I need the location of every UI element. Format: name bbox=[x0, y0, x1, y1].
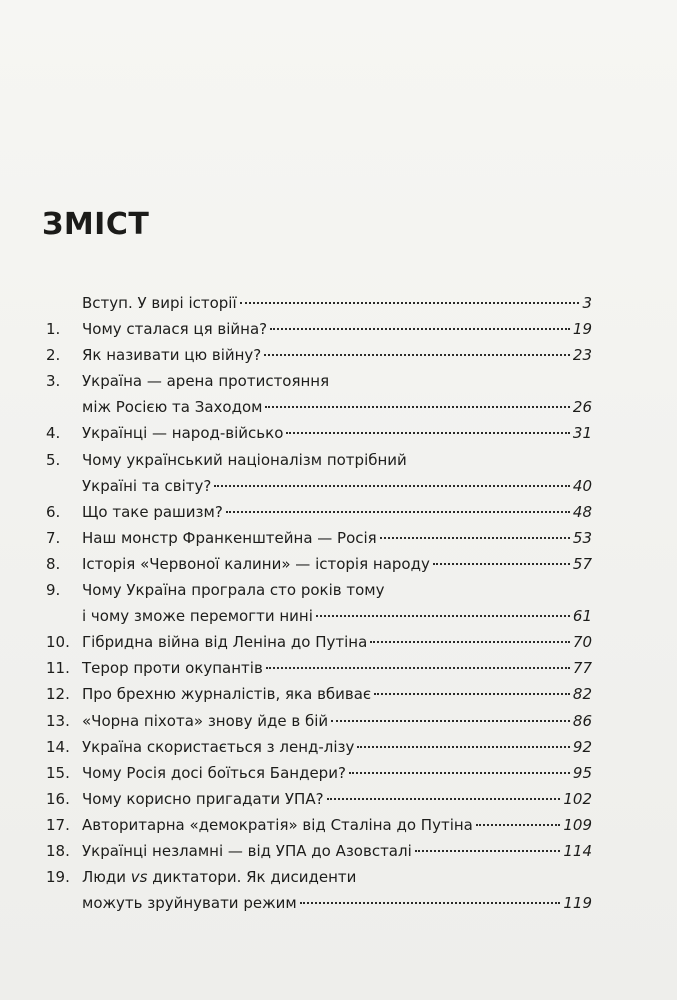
toc-entry-number: 6. bbox=[46, 502, 61, 521]
toc-page-number: 102 bbox=[563, 789, 592, 808]
toc-entry-title: Україні та світу? bbox=[82, 476, 212, 495]
toc-entry bbox=[46, 838, 592, 864]
toc-entry-title: Українці незламні — від УПА до Азовсталі bbox=[82, 841, 412, 860]
toc-entry-title: Що таке рашизм? bbox=[82, 502, 223, 521]
dot-leader bbox=[316, 615, 570, 617]
toc-page-number: 95 bbox=[572, 763, 592, 782]
toc-entry-title: Чому корисно пригадати УПА? bbox=[82, 789, 324, 808]
toc-page-number: 26 bbox=[572, 398, 592, 417]
toc-entry-title: Чому сталася ця війна? bbox=[82, 320, 268, 339]
toc-page-number: 82 bbox=[572, 685, 592, 704]
toc-entry bbox=[46, 525, 592, 551]
toc-entry-title: між Росією та Заходом bbox=[82, 398, 263, 417]
dot-leader bbox=[415, 850, 561, 852]
toc-page-number: 119 bbox=[563, 894, 592, 913]
dot-leader bbox=[270, 328, 570, 330]
toc-entry-title: Люди vs диктатори. Як дисиденти bbox=[82, 868, 357, 887]
dot-leader bbox=[370, 641, 570, 643]
toc-page-number: 77 bbox=[572, 659, 592, 678]
toc-page-number: 86 bbox=[572, 711, 592, 730]
toc-entry-number: 8. bbox=[46, 554, 61, 573]
toc-entry bbox=[46, 681, 592, 707]
toc-entry bbox=[46, 499, 592, 525]
dot-leader bbox=[300, 902, 561, 904]
toc-entry-title: Гібридна війна від Леніна до Путіна bbox=[82, 633, 368, 652]
toc-entry bbox=[46, 342, 592, 368]
toc-entry bbox=[46, 420, 592, 446]
toc-entry bbox=[46, 655, 592, 681]
toc-entry-title: Наш монстр Франкенштейна — Росія bbox=[82, 528, 377, 547]
toc-entry-number: 10. bbox=[46, 633, 70, 652]
toc-entry bbox=[46, 447, 592, 499]
toc-page-number: 70 bbox=[572, 633, 592, 652]
dot-leader bbox=[265, 406, 569, 408]
dot-leader bbox=[240, 302, 580, 304]
toc-entry-number: 9. bbox=[46, 581, 61, 600]
dot-leader bbox=[266, 667, 570, 669]
toc-entry-number: 5. bbox=[46, 450, 61, 469]
toc-entry-number: 3. bbox=[46, 372, 61, 391]
toc-entry bbox=[46, 368, 592, 420]
toc-entry-number: 4. bbox=[46, 424, 61, 443]
dot-leader bbox=[380, 537, 570, 539]
toc-entry-title: Історія «Червоної калини» — історія народу bbox=[82, 554, 430, 573]
toc-entry-title: можуть зруйнувати режим bbox=[82, 894, 297, 913]
toc-page-number: 40 bbox=[572, 476, 592, 495]
dot-leader bbox=[286, 432, 570, 434]
toc-entry-title: Україна — арена протистояння bbox=[82, 372, 330, 391]
toc-page-number: 48 bbox=[572, 502, 592, 521]
toc-entry bbox=[46, 864, 592, 916]
dot-leader bbox=[327, 798, 561, 800]
dot-leader bbox=[331, 720, 570, 722]
table-of-contents bbox=[46, 290, 592, 916]
toc-entry-title: Авторитарна «демократія» від Сталіна до Путіна bbox=[82, 815, 473, 834]
toc-page-number: 92 bbox=[572, 737, 592, 756]
toc-entry-title: Чому Росія досі боїться Бандери? bbox=[82, 763, 346, 782]
toc-entry-number: 7. bbox=[46, 528, 61, 547]
toc-entry-number: 13. bbox=[46, 711, 70, 730]
dot-leader bbox=[226, 511, 570, 513]
toc-entry bbox=[46, 316, 592, 342]
dot-leader bbox=[214, 485, 570, 487]
dot-leader bbox=[476, 824, 560, 826]
toc-entry-number: 14. bbox=[46, 737, 70, 756]
toc-entry-title: Україна скористається з ленд-лізу bbox=[82, 737, 355, 756]
toc-entry-title: Чому Україна програла сто років тому bbox=[82, 581, 385, 600]
toc-entry bbox=[46, 290, 592, 316]
toc-page-number: 61 bbox=[572, 607, 592, 626]
toc-page-number: 114 bbox=[563, 841, 592, 860]
dot-leader bbox=[374, 693, 570, 695]
dot-leader bbox=[349, 772, 570, 774]
toc-entry-number: 19. bbox=[46, 868, 70, 887]
toc-entry-number: 15. bbox=[46, 763, 70, 782]
toc-entry bbox=[46, 812, 592, 838]
toc-entry-number: 1. bbox=[46, 320, 61, 339]
toc-entry-title: Як називати цю війну? bbox=[82, 346, 262, 365]
toc-page-number: 3 bbox=[582, 294, 592, 312]
toc-page-number: 109 bbox=[563, 815, 592, 834]
toc-entry-title: Українці — народ-військо bbox=[82, 424, 284, 443]
dot-leader bbox=[433, 563, 570, 565]
toc-entry-number: 17. bbox=[46, 815, 70, 834]
toc-entry bbox=[46, 708, 592, 734]
toc-entry-number: 2. bbox=[46, 346, 61, 365]
toc-entry-number: 12. bbox=[46, 685, 70, 704]
toc-page-number: 31 bbox=[572, 424, 592, 443]
toc-entry bbox=[46, 629, 592, 655]
page-title: ЗМІСТ bbox=[42, 207, 150, 242]
toc-entry bbox=[46, 786, 592, 812]
toc-entry-title: Про брехню журналістів, яка вбиває bbox=[82, 685, 372, 704]
toc-entry-title: Вступ. У вирі історії bbox=[82, 294, 237, 312]
toc-entry-title: «Чорна піхота» знову йде в бій bbox=[82, 711, 329, 730]
toc-page-number: 23 bbox=[572, 346, 592, 365]
toc-entry bbox=[46, 551, 592, 577]
toc-page-number: 53 bbox=[572, 528, 592, 547]
toc-page-number: 57 bbox=[572, 554, 592, 573]
toc-entry-title: Терор проти окупантів bbox=[82, 659, 263, 678]
toc-entry bbox=[46, 760, 592, 786]
toc-entry bbox=[46, 734, 592, 760]
toc-entry-number bbox=[46, 290, 82, 316]
toc-entry-title: Чому український націоналізм потрібний bbox=[82, 450, 407, 469]
toc-entry-number: 18. bbox=[46, 841, 70, 860]
toc-entry-number: 11. bbox=[46, 659, 70, 678]
toc-entry-number: 16. bbox=[46, 789, 70, 808]
toc-entry bbox=[46, 577, 592, 629]
toc-page-number: 19 bbox=[572, 320, 592, 339]
dot-leader bbox=[264, 354, 570, 356]
dot-leader bbox=[357, 746, 570, 748]
toc-entry-title: і чому зможе перемогти нині bbox=[82, 607, 313, 626]
